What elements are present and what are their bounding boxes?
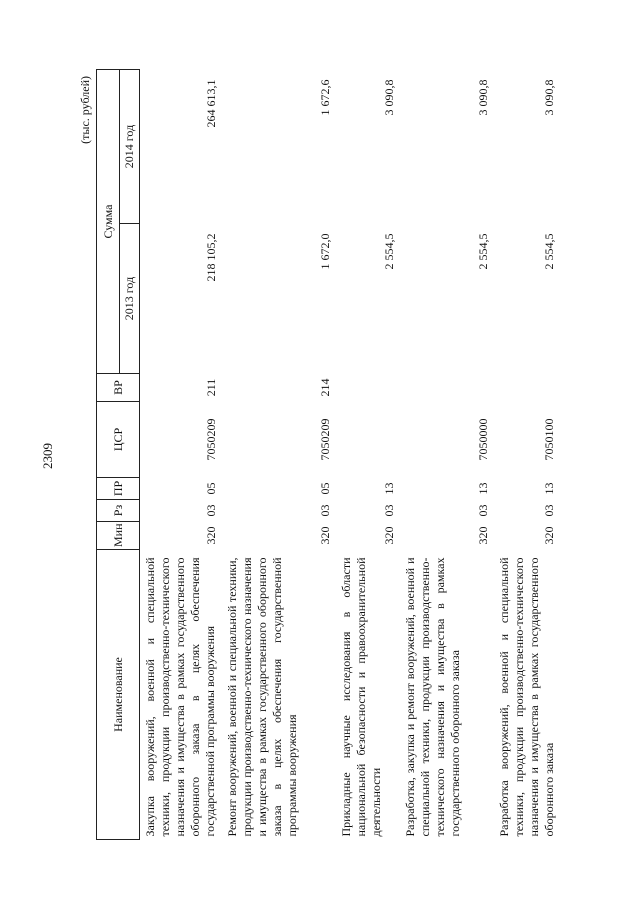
header-name: Наименование (97, 550, 140, 840)
header-year-2013: 2013 год (120, 224, 140, 374)
row-sum-2013: 2 554,5 (382, 233, 396, 270)
row-rz: 03 (204, 504, 218, 517)
row-vr (336, 374, 400, 402)
header-vr: ВР (97, 374, 140, 402)
row-sum-2014: 1 672,6 (318, 79, 332, 116)
units-label: (тыс. рублей) (78, 76, 92, 144)
row-sum-2013: 2 554,5 (542, 233, 556, 270)
row-name: Разработка, закупка и ремонт вооружений, военной и специальной техники, продукции производственно-технического назначения и имущества в рамках государственного оборонного заказа (403, 557, 462, 837)
row-sum-2013: 218 105,2 (204, 233, 218, 282)
rotated-page-content (78, 70, 594, 840)
page-number: 2309 (40, 443, 55, 469)
row-sum-2013: 1 672,0 (318, 233, 332, 270)
row-csr: 7050100 (542, 418, 556, 461)
row-sum-2014: 3 090,8 (382, 79, 396, 116)
budget-table (96, 69, 560, 840)
row-pr: 13 (382, 482, 396, 495)
row-pr: 05 (318, 482, 332, 495)
header-min: Мин (97, 522, 140, 550)
header-sum: Сумма (97, 69, 120, 373)
row-csr: 7050209 (318, 418, 332, 461)
row-rz: 03 (318, 504, 332, 517)
row-sum-2014: 3 090,8 (476, 79, 490, 116)
row-min: 320 (204, 526, 218, 545)
header-rz: Рз (97, 500, 140, 522)
row-min: 320 (382, 526, 396, 545)
row-vr (494, 374, 560, 402)
row-vr: 211 (204, 378, 218, 397)
row-name: Разработка вооружений, военной и специальной техники, продукции производственно-технического назначения и имущества в рамках государственного оборонного заказа (497, 557, 556, 837)
row-sum-2014: 3 090,8 (542, 79, 556, 116)
row-csr: 7050000 (476, 418, 490, 461)
row-rz: 03 (476, 504, 490, 517)
table-header (97, 69, 140, 839)
row-name: Закупка вооружений, военной и специальной техники, продукции производственно-технического назначения и имущества в рамках государственного оборонного заказа в целях обеспечения государственной программы вооружения (143, 557, 217, 837)
row-vr: 214 (318, 378, 332, 397)
table-row (140, 69, 223, 839)
row-sum-2013: 2 554,5 (476, 233, 490, 270)
row-min: 320 (476, 526, 490, 545)
row-pr: 05 (204, 482, 218, 495)
row-min: 320 (318, 526, 332, 545)
row-pr: 13 (542, 482, 556, 495)
row-rz: 03 (542, 504, 556, 517)
header-pr: ПР (97, 478, 140, 500)
table-row (336, 69, 400, 839)
row-rz: 03 (382, 504, 396, 517)
row-pr: 13 (476, 482, 490, 495)
header-csr: ЦСР (97, 402, 140, 478)
row-vr (400, 374, 494, 402)
table-row (494, 69, 560, 839)
row-csr: 7050209 (204, 418, 218, 461)
row-sum-2014: 264 613,1 (204, 79, 218, 128)
table-row (222, 69, 336, 839)
row-csr (336, 402, 400, 478)
row-name: Ремонт вооружений, военной и специальной техники, продукции производственно-технического назначения и имущества в рамках государственного оборонного заказа в целях обеспечения государственной программы вооружения (225, 557, 299, 837)
table-row (400, 69, 494, 839)
row-min: 320 (542, 526, 556, 545)
row-name: Прикладные научные исследования в области национальной безопасности и правоохранительной деятельности (339, 557, 383, 837)
header-year-2014: 2014 год (120, 69, 140, 223)
